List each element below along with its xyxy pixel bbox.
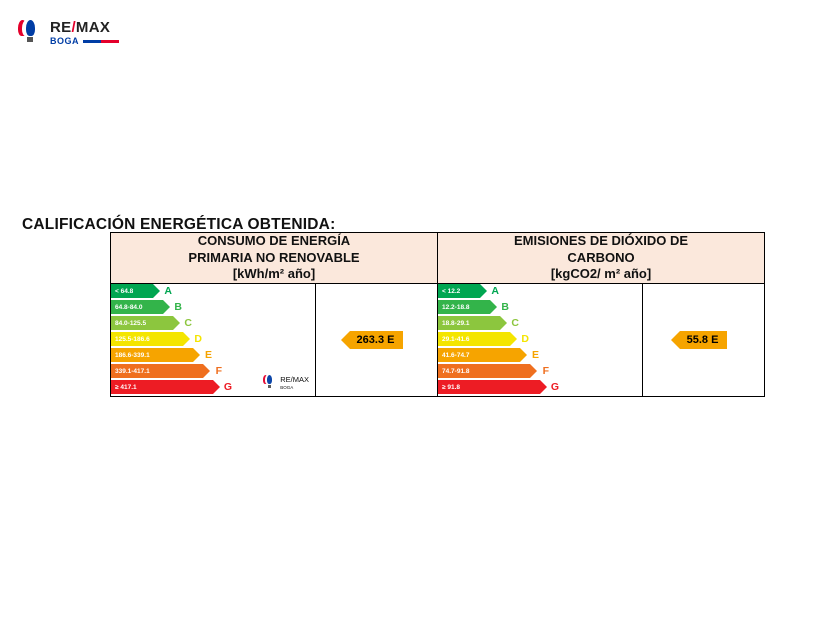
brand-name-sub: BOGA bbox=[50, 36, 79, 46]
rating-bar-e bbox=[111, 348, 212, 362]
brand-name-main-2: MAX bbox=[75, 19, 111, 36]
table-header-row bbox=[111, 233, 765, 284]
rating-bar-f bbox=[111, 364, 222, 378]
rating-bar-b bbox=[111, 300, 182, 314]
rating-letter-label: A bbox=[491, 285, 500, 298]
energy-result-badge: 263.3 E bbox=[350, 331, 404, 349]
rating-bar-d bbox=[111, 332, 202, 346]
rating-letter-label: E bbox=[532, 349, 540, 362]
rating-letter-label: D bbox=[521, 333, 530, 346]
rating-range-label: 41.6-74.7 bbox=[442, 351, 470, 359]
brand-wordmark: RE/MAX BOGA bbox=[50, 20, 119, 46]
rating-range-label: ≥ 417.1 bbox=[115, 383, 137, 391]
rating-bar-a bbox=[438, 284, 500, 298]
brand-name-main: RE bbox=[50, 19, 72, 36]
rating-bar-e bbox=[438, 348, 540, 362]
rating-range-label: 339.1-417.1 bbox=[115, 367, 150, 375]
rating-range-label: < 12.2 bbox=[442, 287, 461, 295]
header-energy-line2: PRIMARIA NO RENOVABLE bbox=[188, 249, 360, 265]
co2-result-cell bbox=[643, 283, 765, 396]
brand-watermark bbox=[263, 374, 309, 391]
rating-bar-c bbox=[111, 316, 192, 330]
rating-row bbox=[438, 300, 642, 315]
rating-row bbox=[438, 316, 642, 331]
rating-letter-label: G bbox=[223, 381, 232, 394]
co2-result-badge: 55.8 E bbox=[680, 331, 728, 349]
rating-bar-d bbox=[438, 332, 530, 346]
rating-letter-label: B bbox=[501, 301, 510, 314]
rating-row bbox=[438, 348, 642, 363]
watermark-wordmark: RE/MAX BOGA bbox=[280, 374, 309, 390]
hot-air-balloon-icon bbox=[263, 374, 277, 391]
energy-scale-cell bbox=[111, 283, 316, 396]
rating-row bbox=[111, 332, 315, 347]
rating-range-label: 12.2-18.8 bbox=[442, 303, 470, 311]
rating-range-label: 18.8-29.1 bbox=[442, 319, 470, 327]
rating-row bbox=[111, 300, 315, 315]
header-energy-line3: [kWh/m² año] bbox=[232, 266, 316, 282]
rating-bar-g bbox=[111, 380, 232, 394]
rating-row bbox=[111, 348, 315, 363]
header-co2-line1: EMISIONES DE DIÓXIDO DE bbox=[513, 233, 689, 248]
rating-row bbox=[438, 364, 642, 379]
rating-range-label: 29.1-41.6 bbox=[442, 335, 470, 343]
rating-row bbox=[111, 284, 315, 299]
table-body-row bbox=[111, 283, 765, 396]
rating-letter-label: E bbox=[204, 349, 212, 362]
rating-bar-c bbox=[438, 316, 520, 330]
brand-logo bbox=[18, 18, 119, 48]
rating-range-label: ≥ 91.8 bbox=[442, 383, 461, 391]
rating-row bbox=[438, 284, 642, 299]
watermark-name-main: RE bbox=[280, 374, 291, 384]
header-energy-consumption bbox=[111, 233, 438, 284]
rating-bar-g bbox=[438, 380, 560, 394]
rating-range-label: 84.0-125.5 bbox=[115, 319, 147, 327]
watermark-name-sub: BOGA bbox=[280, 384, 294, 390]
rating-letter-label: G bbox=[550, 381, 560, 394]
rating-letter-label: D bbox=[194, 333, 202, 346]
rating-letter-label: F bbox=[542, 365, 550, 378]
header-co2-line3: [kgCO2/ m² año] bbox=[550, 266, 652, 282]
rating-range-label: 186.6-339.1 bbox=[115, 351, 150, 359]
rating-letter-label: B bbox=[174, 301, 182, 314]
rating-bar-f bbox=[438, 364, 550, 378]
watermark-name-main-2: MAX bbox=[292, 374, 309, 384]
brand-rule bbox=[83, 40, 119, 43]
hot-air-balloon-icon bbox=[18, 18, 44, 48]
energy-certificate-table bbox=[110, 232, 765, 397]
co2-scale-cell bbox=[438, 283, 643, 396]
rating-range-label: 64.8-84.0 bbox=[115, 303, 143, 311]
rating-letter-label: C bbox=[511, 317, 520, 330]
co2-rating-scale bbox=[438, 284, 642, 395]
header-co2-emissions bbox=[438, 233, 765, 284]
rating-bar-b bbox=[438, 300, 510, 314]
rating-letter-label: F bbox=[215, 365, 222, 378]
rating-range-label: 125.5-186.6 bbox=[115, 335, 150, 343]
rating-row bbox=[438, 380, 642, 395]
rating-row bbox=[438, 332, 642, 347]
header-energy-line1: CONSUMO DE ENERGÍA bbox=[197, 233, 351, 248]
rating-letter-label: A bbox=[164, 285, 172, 298]
rating-range-label: < 64.8 bbox=[115, 287, 134, 295]
page-title: CALIFICACIÓN ENERGÉTICA OBTENIDA: bbox=[22, 216, 336, 233]
rating-bar-a bbox=[111, 284, 172, 298]
energy-result-cell bbox=[316, 283, 438, 396]
rating-row bbox=[111, 316, 315, 331]
rating-letter-label: C bbox=[184, 317, 192, 330]
rating-range-label: 74.7-91.8 bbox=[442, 367, 470, 375]
header-co2-line2: CARBONO bbox=[567, 249, 635, 265]
